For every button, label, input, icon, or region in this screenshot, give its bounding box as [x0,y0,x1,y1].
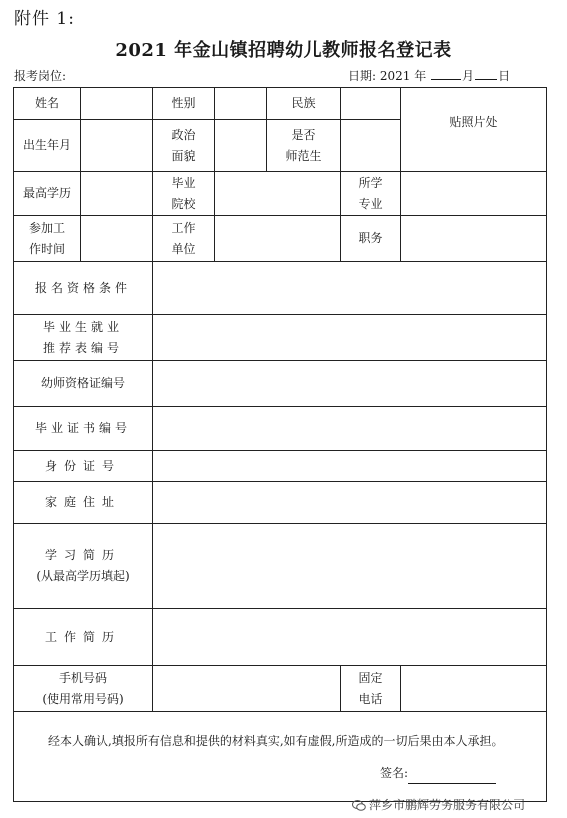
id-number-label: 身份证号 [14,451,153,482]
referral-field[interactable] [153,315,547,361]
diploma-label: 毕业证书编号 [14,407,153,451]
table-row [14,172,547,216]
table-row [14,524,547,609]
table-row [14,451,547,482]
employer-field[interactable] [215,216,341,262]
table-row [14,216,547,262]
education-field[interactable] [81,172,153,216]
work-start-field[interactable] [81,216,153,262]
form-title: 2021 年金山镇招聘幼儿教师报名登记表 [115,40,452,61]
table-row [14,88,547,120]
normal-student-field[interactable] [341,120,401,172]
political-field[interactable] [215,120,267,172]
table-row [14,407,547,451]
watermark: 萍乡市鹏辉劳务服务有限公司 [352,796,525,813]
landline-field[interactable] [401,666,547,712]
school-field[interactable] [215,172,341,216]
declaration-text: 经本人确认,填报所有信息和提供的材料真实,如有虚假,所造成的一切后果由本人承担。 [48,734,504,748]
photo-box[interactable] [401,88,547,172]
landline-label: 固定 电话 [341,666,401,712]
signature-field[interactable] [408,771,496,784]
study-history-label: 学习简历 (从最高学历填起) [14,524,153,609]
job-title-field[interactable] [401,216,547,262]
gender-field[interactable] [215,88,267,120]
diploma-field[interactable] [153,407,547,451]
position-label: 报考岗位: [14,69,67,83]
address-label: 家庭住址 [14,482,153,524]
table-row [14,609,547,666]
wechat-icon [352,800,366,811]
table-row [14,315,547,361]
teacher-cert-field[interactable] [153,361,547,407]
table-row [14,361,547,407]
table-row [14,262,547,315]
name-field[interactable] [81,88,153,120]
qualification-label: 报名资格条件 [14,262,153,315]
signature-line [24,762,536,784]
mobile-field[interactable] [153,666,341,712]
work-history-field[interactable] [153,609,547,666]
ethnicity-field[interactable] [341,88,401,120]
gender-label: 性别 [153,88,215,120]
date-line [348,67,510,84]
birth-field[interactable] [81,120,153,172]
month-label: 月 [462,69,475,83]
major-field[interactable] [401,172,547,216]
table-row [14,666,547,712]
registration-form-table [13,87,547,802]
signature-label: 签名: [379,766,408,780]
date-label: 日期: 2021 年 [348,69,427,83]
photo-label: 贴照片处 [449,115,498,129]
qualification-field[interactable] [153,262,547,315]
study-history-field[interactable] [153,524,547,609]
birth-label: 出生年月 [14,120,81,172]
work-start-label: 参加工 作时间 [14,216,81,262]
referral-label: 毕业生就业 推荐表编号 [14,315,153,361]
day-label: 日 [498,69,511,83]
table-row [14,482,547,524]
political-label: 政治 面貌 [153,120,215,172]
work-history-label: 工作简历 [14,609,153,666]
ethnicity-label: 民族 [267,88,341,120]
table-row [14,712,547,802]
job-title-label: 职务 [341,216,401,262]
teacher-cert-label: 幼师资格证编号 [14,361,153,407]
attachment-label: 附件 1: [14,9,75,29]
id-number-field[interactable] [153,451,547,482]
month-blank[interactable] [431,69,461,80]
declaration [14,712,547,802]
education-label: 最高学历 [14,172,81,216]
normal-student-label: 是否 师范生 [267,120,341,172]
major-label: 所学 专业 [341,172,401,216]
name-label: 姓名 [14,88,81,120]
mobile-label: 手机号码 (使用常用号码) [14,666,153,712]
day-blank[interactable] [475,69,497,80]
employer-label: 工作 单位 [153,216,215,262]
address-field[interactable] [153,482,547,524]
school-label: 毕业 院校 [153,172,215,216]
